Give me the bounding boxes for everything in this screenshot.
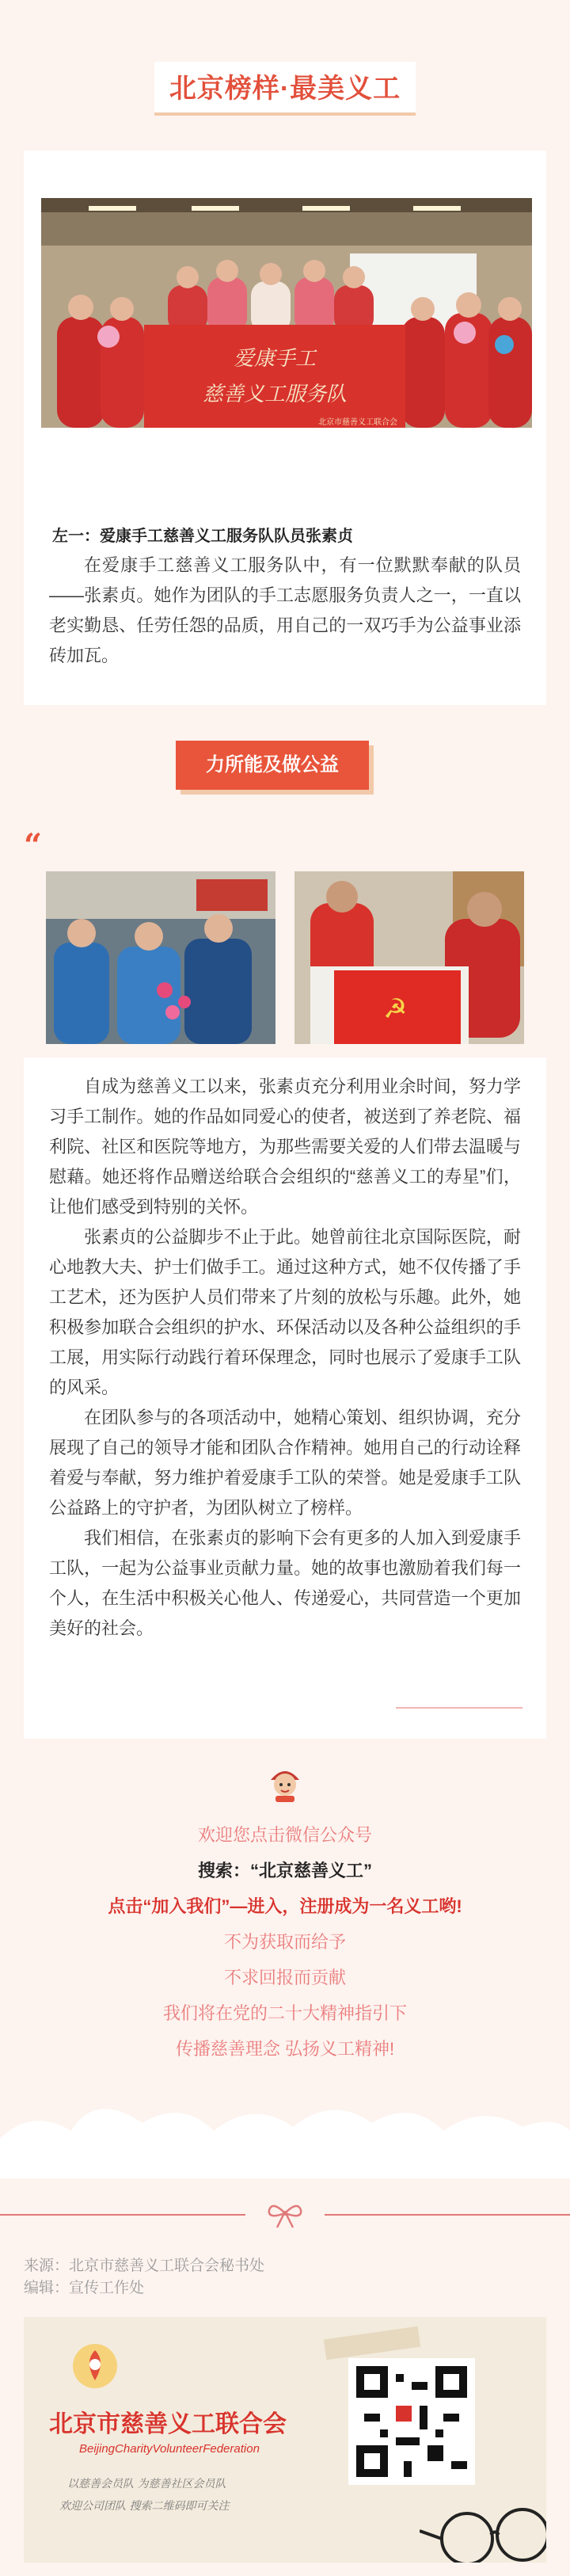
mascot-icon: [266, 1762, 304, 1802]
story-body: [49, 1072, 521, 1644]
footer-note-1: 以慈善会员队 为慈善社区会员队: [67, 2478, 226, 2490]
footer-note-2: 欢迎公司团队 搜索二维码即可关注: [59, 2500, 230, 2513]
team-banner: [144, 325, 405, 428]
banner-line-2: 慈善义工服务队: [202, 383, 347, 406]
promo-line-5: 不求回报而贡献: [223, 1968, 346, 1987]
banner-small-text: 北京市慈善义工联合会: [318, 418, 397, 427]
qr-code[interactable]: [348, 2358, 475, 2485]
bow-icon: [264, 2201, 306, 2229]
photo-volunteers-handcraft: [46, 871, 276, 1044]
bow-divider-right: [325, 2214, 570, 2216]
section-header: [176, 741, 369, 790]
svg-text:☭: ☭: [383, 993, 408, 1025]
story-paragraph-2: 张素贞的公益脚步不止于此。她曾前往北京国际医院，耐心地教大夫、护士们做手工。通过这种方式，她不仅传播了手工艺术，还为医护人员们带来了片刻的放松与乐趣。此外，她积极参加联合会组织的护水、环保活动以及各种公益组织的手工展，用实际行动践行着环保理念，同时也展示了爱康手工队的风采。: [49, 1227, 521, 1397]
photo-volunteers-flag: [294, 871, 524, 1044]
team-photo: [41, 198, 532, 428]
story-divider: [396, 1707, 522, 1709]
org-name: 北京市慈善义工联合会: [49, 2410, 287, 2438]
quote-icon: “: [24, 827, 43, 864]
promo-line-3: 点击“加入我们”—进入，注册成为一名义工哟!: [108, 1896, 462, 1916]
org-english-name: BeijingCharityVolunteerFederation: [79, 2442, 260, 2456]
banner-line-1: 爱康手工: [233, 347, 316, 371]
story-paragraph-3: 在团队参与的各项活动中，她精心策划、组织协调，充分展现了自己的领导才能和团队合作精神。她用自己的行动诠释着爱与奉献，努力维护着爱康手工队的荣誉。她是爱康手工队公益路上的守护者，为团队树立了榜样。: [49, 1408, 521, 1518]
photo-caption: 左一：爱康手工慈善义工服务队队员张素贞: [52, 528, 353, 545]
promo-line-6: 我们将在党的二十大精神指引下: [162, 2003, 407, 2023]
footer-card: [24, 2317, 546, 2563]
title-banner: [154, 62, 416, 116]
intro-paragraph: 在爱康手工慈善义工服务队中，有一位默默奉献的队员——张素贞。她作为团队的手工志愿服务负责人之一，一直以老实勤恳、任劳任怨的品质，用自己的一双巧手为公益事业添砖加瓦。: [49, 555, 521, 665]
page-title: 北京榜样·最美义工: [169, 74, 401, 104]
bow-divider-left: [0, 2214, 245, 2216]
promo-line-2: 搜索：“北京慈善义工”: [197, 1861, 372, 1881]
source-line: 来源：北京市慈善义工联合会秘书处: [24, 2258, 265, 2274]
glasses-icon: [420, 2491, 546, 2563]
org-logo-icon: [71, 2342, 119, 2390]
section-title: 力所能及做公益: [206, 754, 339, 775]
story-card: [24, 1057, 546, 1739]
cloud-decoration: [0, 2075, 570, 2178]
story-paragraph-4: 我们相信，在张素贞的影响下会有更多的人加入到爱康手工队，一起为公益事业贡献力量。她的故事也激励着我们每一个人，在生活中积极关心他人、传递爱心，共同营造一个更加美好的社会。: [49, 1528, 521, 1638]
tape-decoration: [324, 2326, 420, 2360]
intro-card: [24, 151, 546, 705]
story-paragraph-1: 自成为慈善义工以来，张素贞充分利用业余时间，努力学习手工制作。她的作品如同爱心的使者，被送到了养老院、福利院、社区和医院等地方，为那些需要关爱的人们带去温暖与慰藉。她还将作品赠送给联合会组织的“慈善义工的寿星”们，让他们感受到特别的关怀。: [49, 1077, 521, 1217]
editor-line: 编辑：宣传工作处: [24, 2280, 145, 2296]
promo-line-1: 欢迎您点击微信公众号: [197, 1825, 372, 1845]
promo-line-7: 传播慈善理念 弘扬义工精神!: [175, 2039, 395, 2059]
promo-line-4: 不为获取而给予: [223, 1932, 346, 1952]
